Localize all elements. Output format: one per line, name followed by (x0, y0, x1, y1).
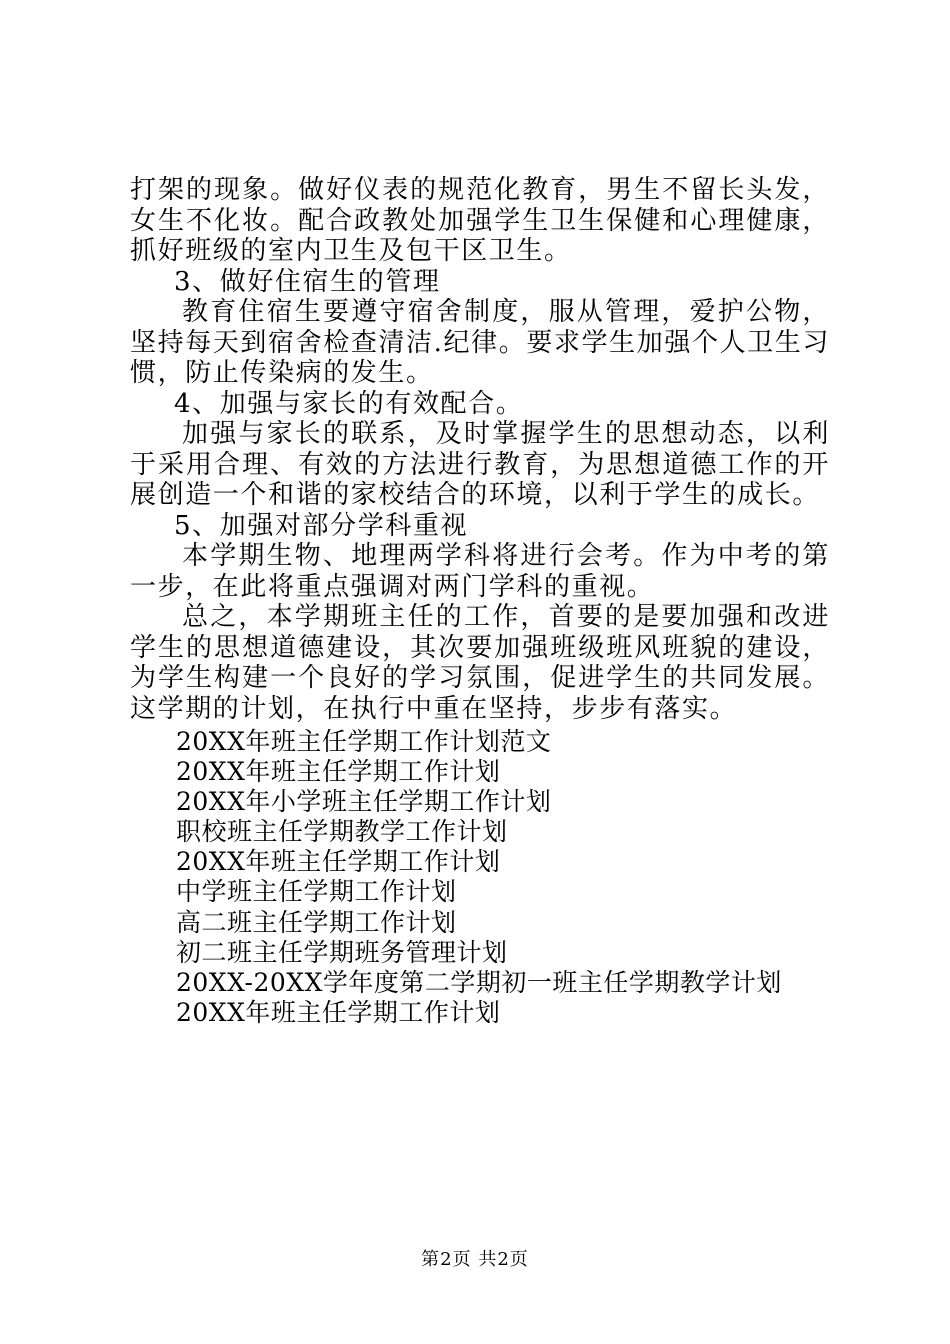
paragraph-subjects: 本学期生物、地理两学科将进行会考。作为中考的第一步，在此将重点强调对两门学科的重视。 (130, 541, 830, 602)
related-link[interactable]: 20XX年班主任学期工作计划 (176, 757, 501, 787)
related-links-list (176, 727, 826, 1028)
section-heading-4: 4、加强与家长的有效配合。 (174, 388, 524, 419)
related-link[interactable]: 20XX年班主任学期工作计划 (176, 847, 501, 877)
related-link[interactable]: 高二班主任学期工作计划 (176, 907, 457, 937)
paragraph-summary: 总之，本学期班主任的工作，首要的是要加强和改进学生的思想道德建设，其次要加强班级班风班貌的建设，为学生构建一个良好的学习氛围，促进学生的共同发展。这学期的计划，在执行中重在坚持，步步有落实。 (130, 602, 830, 724)
page-footer: 第2页 共2页 (421, 1249, 529, 1270)
paragraph-continued: 打架的现象。做好仪表的规范化教育，男生不留长头发，女生不化妆。配合政教处加强学生卫生保健和心理健康，抓好班级的室内卫生及包干区卫生。 (130, 175, 830, 266)
related-link[interactable]: 20XX-20XX学年度第二学期初一班主任学期教学计划 (176, 967, 782, 997)
paragraph-dormitory: 教育住宿生要遵守宿舍制度，服从管理，爱护公物，坚持每天到宿舍检查清洁.纪律。要求学生加强个人卫生习惯，防止传染病的发生。 (130, 297, 830, 388)
related-link[interactable]: 20XX年班主任学期工作计划 (176, 997, 501, 1027)
section-heading-5: 5、加强对部分学科重视 (174, 510, 469, 541)
paragraph-parents: 加强与家长的联系，及时掌握学生的思想动态，以利于采用合理、有效的方法进行教育，为思想道德工作的开展创造一个和谐的家校结合的环境，以利于学生的成长。 (130, 419, 830, 510)
document-body (130, 175, 830, 724)
related-link[interactable]: 职校班主任学期教学工作计划 (176, 817, 508, 847)
related-link[interactable]: 初二班主任学期班务管理计划 (176, 937, 508, 967)
related-link[interactable]: 20XX年小学班主任学期工作计划 (176, 787, 552, 817)
section-heading-3: 3、做好住宿生的管理 (174, 266, 441, 297)
related-link[interactable]: 20XX年班主任学期工作计划范文 (176, 727, 552, 756)
related-link[interactable]: 中学班主任学期工作计划 (176, 877, 457, 907)
